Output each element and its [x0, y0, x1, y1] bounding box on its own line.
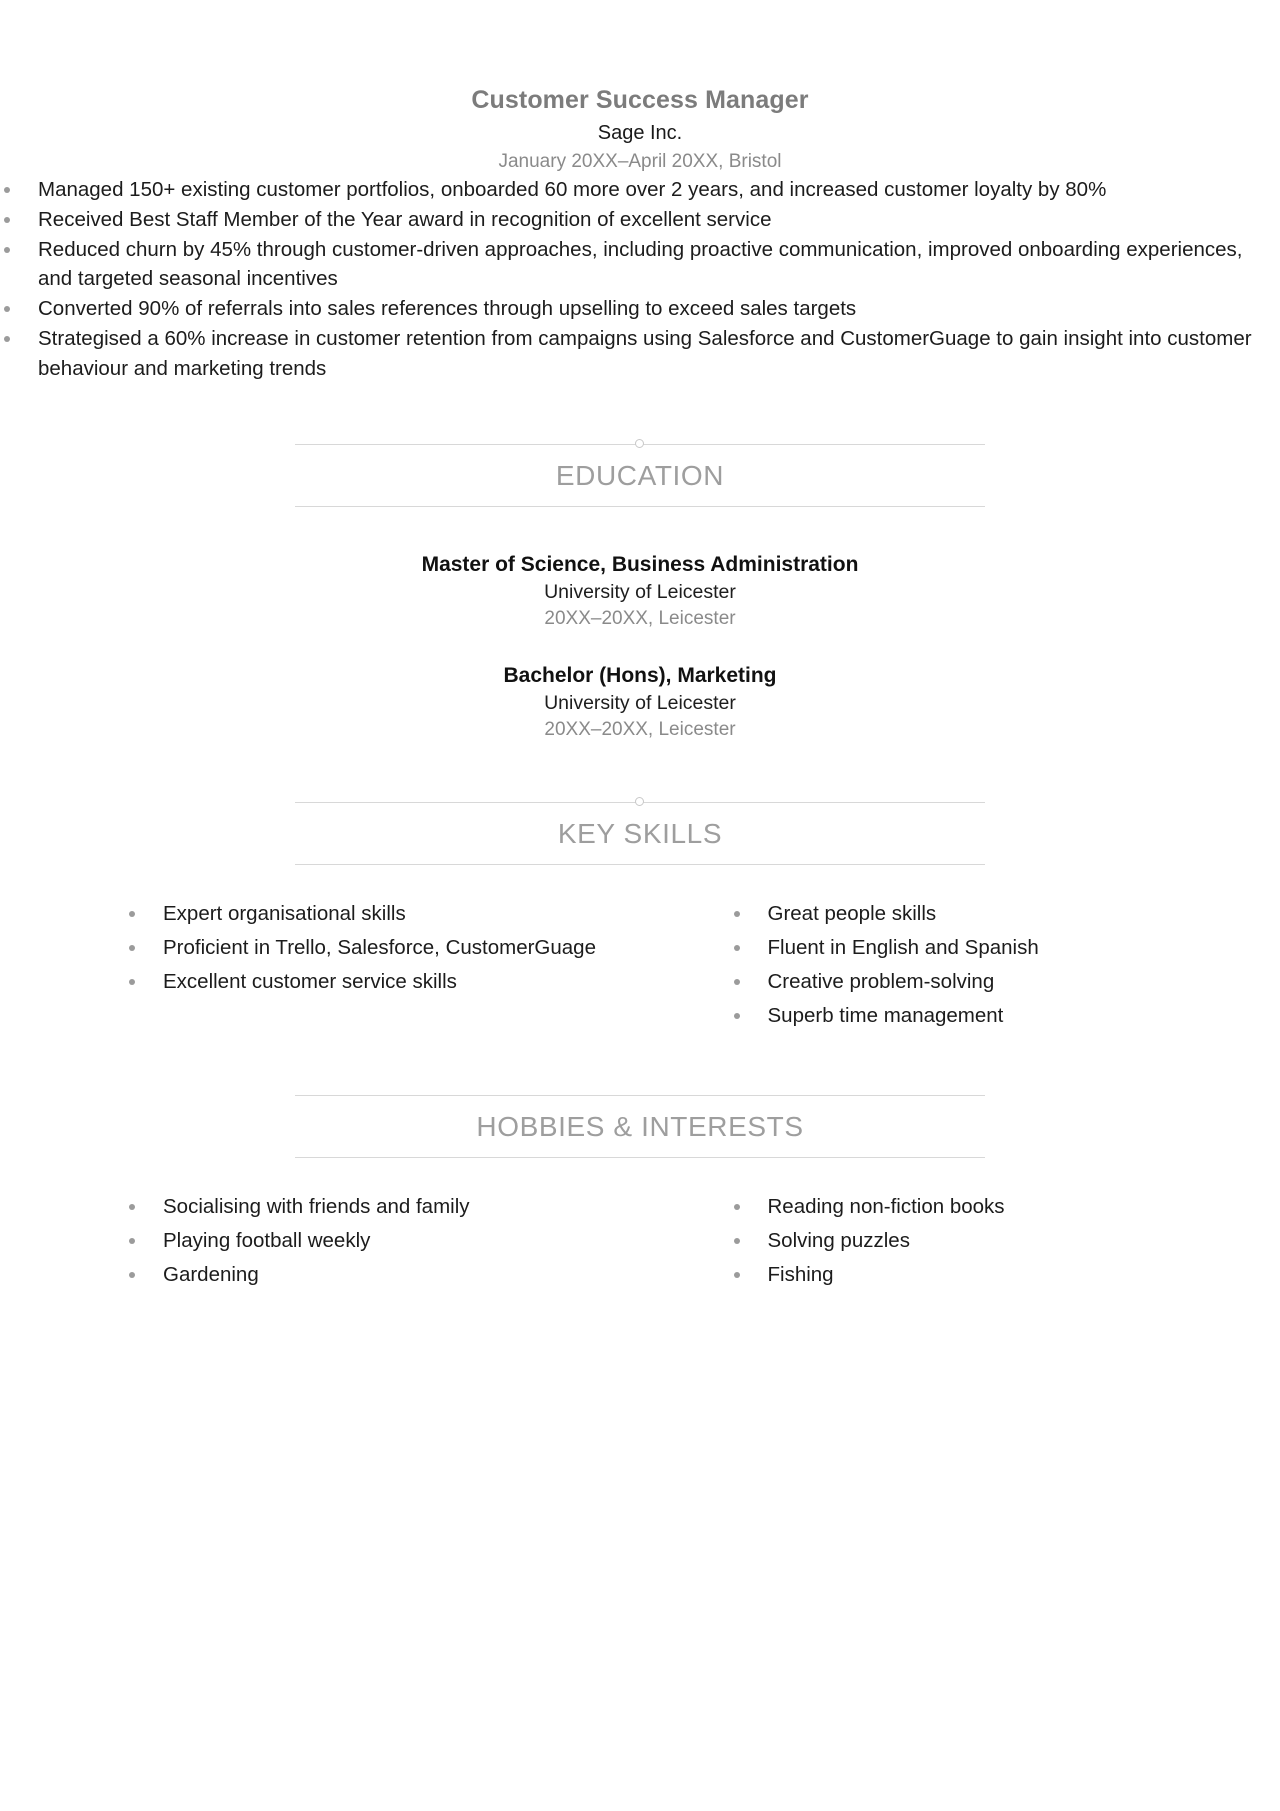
divider-rule-bottom: [295, 864, 985, 865]
key-skills-columns: [0, 899, 1280, 1035]
education-entry: [0, 551, 1280, 632]
hobbies-column-left: [125, 1192, 664, 1294]
list-item: Solving puzzles: [730, 1226, 1203, 1255]
list-item: Fluent in English and Spanish: [730, 933, 1203, 962]
key-skills-list-left: [125, 899, 664, 996]
section-header-hobbies: [295, 1095, 985, 1158]
list-item: Creative problem-solving: [730, 967, 1203, 996]
hobbies-columns: [0, 1192, 1280, 1294]
experience-job-title: Customer Success Manager: [471, 86, 809, 114]
education-school: University of Leicester: [544, 692, 736, 715]
list-item: Gardening: [125, 1260, 664, 1289]
list-item: Reading non-fiction books: [730, 1192, 1203, 1221]
list-item: Converted 90% of referrals into sales references through upselling to exceed sales targets: [0, 294, 1280, 323]
education-degree: Master of Science, Business Administration: [421, 552, 859, 576]
section-header-key-skills: [295, 802, 985, 865]
list-item: Excellent customer service skills: [125, 967, 664, 996]
list-item: Great people skills: [730, 899, 1203, 928]
key-skills-column-left: [125, 899, 664, 1035]
list-item: Proficient in Trello, Salesforce, CustomerGuage: [125, 933, 664, 962]
section-title-education: EDUCATION: [555, 459, 725, 491]
hobbies-column-right: [664, 1192, 1203, 1294]
list-item: Strategised a 60% increase in customer retention from campaigns using Salesforce and CustomerGuage to gain insight into customer behaviour and marketing trends: [0, 324, 1280, 382]
list-item: Socialising with friends and family: [125, 1192, 664, 1221]
divider-rule-bottom: [295, 506, 985, 507]
list-item: Managed 150+ existing customer portfolios, onboarded 60 more over 2 years, and increased customer loyalty by 80%: [0, 175, 1280, 204]
education-dates-location: 20XX–20XX, Leicester: [544, 607, 736, 629]
divider-rule-bottom: [295, 1157, 985, 1158]
list-item: Superb time management: [730, 1001, 1203, 1030]
divider-rule-top: [295, 1095, 985, 1096]
section-title-hobbies: HOBBIES & INTERESTS: [476, 1111, 804, 1143]
experience-company: Sage Inc.: [597, 122, 683, 145]
education-dates-location: 20XX–20XX, Leicester: [544, 719, 736, 741]
section-header-education: [295, 444, 985, 507]
experience-dates-location: January 20XX–April 20XX, Bristol: [498, 151, 782, 173]
education-list: [0, 551, 1280, 744]
list-item: Fishing: [730, 1260, 1203, 1289]
section-title-key-skills: KEY SKILLS: [557, 817, 723, 849]
education-school: University of Leicester: [544, 581, 736, 603]
hobbies-list-right: [730, 1192, 1203, 1289]
divider-rule-top: [295, 802, 985, 803]
key-skills-column-right: [664, 899, 1203, 1035]
list-item: Received Best Staff Member of the Year award in recognition of excellent service: [0, 205, 1280, 234]
hobbies-list-left: [125, 1192, 664, 1289]
key-skills-list-right: [730, 899, 1203, 1030]
experience-bullet-list: [0, 175, 1280, 383]
list-item: Reduced churn by 45% through customer-driven approaches, including proactive communication, improved onboarding experiences, and targeted seasonal incentives: [0, 235, 1280, 293]
divider-rule-top: [295, 444, 985, 445]
education-degree: Bachelor (Hons), Marketing: [503, 664, 777, 688]
list-item: Expert organisational skills: [125, 899, 664, 928]
education-entry: [0, 662, 1280, 743]
list-item: Playing football weekly: [125, 1226, 664, 1255]
experience-entry-header: [0, 0, 1280, 175]
